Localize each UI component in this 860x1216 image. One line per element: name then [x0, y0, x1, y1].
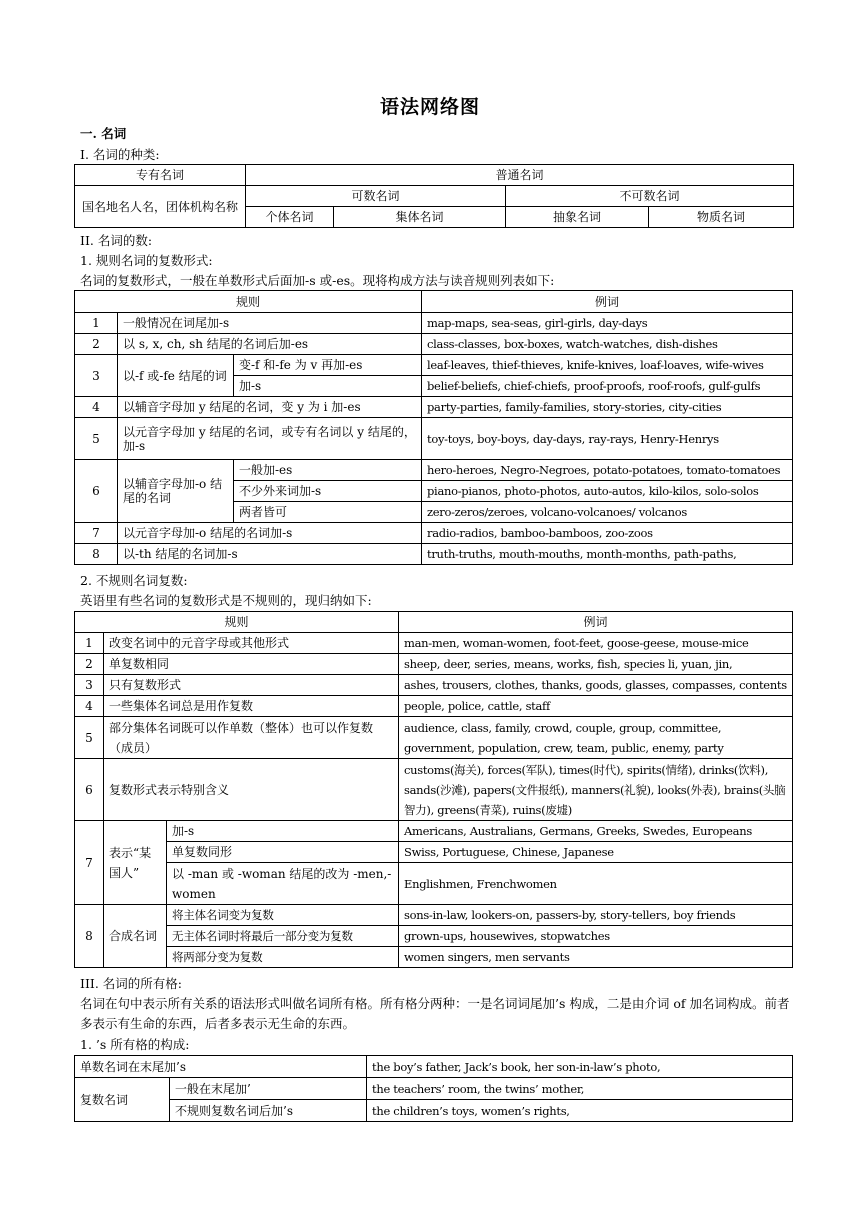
rule-cell: 以辅音字母加 y 结尾的名词，变 y 为 i 加-es	[118, 397, 422, 418]
row-number: 1	[75, 633, 104, 654]
regular-plural-intro: 名词的复数形式，一般在单数形式后面加-s 或-es。现将构成方法与读音规则列表如下:	[80, 273, 555, 288]
example-cell: Americans, Australians, Germans, Greeks, Swedes, Europeans	[399, 821, 793, 842]
example-cell: truth-truths, mouth-mouths, month-months, path-paths,	[422, 544, 793, 565]
section-heading-nouns: 一. 名词	[80, 126, 127, 141]
row-number: 8	[75, 544, 118, 565]
subrule-cell: 无主体名词时将最后一部分变为复数	[167, 926, 399, 947]
subrule-cell: 变-f 和-fe 为 v 再加-es	[234, 355, 422, 376]
rule-cell: 以-th 结尾的名词加-s	[118, 544, 422, 565]
rule-cell: 合成名词	[104, 905, 167, 968]
example-cell: toy-toys, boy-boys, day-days, ray-rays, Henry-Henrys	[422, 418, 793, 460]
example-cell: sheep, deer, series, means, works, fish, species li, yuan, jin,	[399, 654, 793, 675]
part-heading-kinds: I. 名词的种类:	[80, 147, 160, 162]
rule-cell: 以 s, x, ch, sh 结尾的名词后加-es	[118, 334, 422, 355]
subrule-cell: 一般在末尾加’	[170, 1078, 367, 1100]
row-number: 8	[75, 905, 104, 968]
subrule-cell: 两者皆可	[234, 502, 422, 523]
rule-cell: 只有复数形式	[104, 675, 399, 696]
rule-cell: 以辅音字母加-o 结尾的名词	[118, 460, 234, 523]
subrule-cell: 以 -man 或 -woman 结尾的改为 -men,-women	[167, 863, 399, 905]
possessive-intro: 名词在句中表示所有关系的语法形式叫做名词所有格。所有格分两种：一是名词词尾加’s 构成，二是由介词 of 加名词构成。前者多表示有生命的东西，后者多表示无生命的东西。	[80, 996, 790, 1031]
row-number: 4	[75, 696, 104, 717]
row-number: 4	[75, 397, 118, 418]
proper-noun-header: 专有名词	[75, 165, 246, 186]
irregular-plural-heading: 2. 不规则名词复数:	[80, 573, 188, 588]
example-cell: people, police, cattle, staff	[399, 696, 793, 717]
example-cell: hero-heroes, Negro-Negroes, potato-potatoes, tomato-tomatoes	[422, 460, 793, 481]
common-noun-header: 普通名词	[246, 165, 794, 186]
example-cell: class-classes, box-boxes, watch-watches, dish-dishes	[422, 334, 793, 355]
regular-plural-table	[74, 290, 793, 565]
row-number: 1	[75, 313, 118, 334]
individual-noun: 个体名词	[246, 207, 334, 228]
rule-cell: 一些集体名词总是用作复数	[104, 696, 399, 717]
subrule-cell: 加-s	[167, 821, 399, 842]
rule-cell: 一般情况在词尾加-s	[118, 313, 422, 334]
countable-header: 可数名词	[246, 186, 506, 207]
example-cell: women singers, men servants	[399, 947, 793, 968]
uncountable-header: 不可数名词	[506, 186, 794, 207]
example-cell: belief-beliefs, chief-chiefs, proof-proofs, roof-roofs, gulf-gulfs	[422, 376, 793, 397]
row-number: 3	[75, 675, 104, 696]
possessive-heading: 1. ’s 所有格的构成:	[80, 1037, 190, 1052]
rule-cell: 部分集体名词既可以作单数（整体）也可以作复数（成员）	[104, 717, 399, 759]
row-number: 7	[75, 821, 104, 905]
subrule-cell: 一般加-es	[234, 460, 422, 481]
possessive-table	[74, 1055, 793, 1122]
rule-cell: 复数形式表示特别含义	[104, 759, 399, 821]
rule-cell: 以-f 或-fe 结尾的词	[118, 355, 234, 397]
subrule-cell: 不少外来词加-s	[234, 481, 422, 502]
subrule-cell: 将主体名词变为复数	[167, 905, 399, 926]
rule-cell: 以元音字母加-o 结尾的名词加-s	[118, 523, 422, 544]
rule-cell: 复数名词	[75, 1078, 170, 1122]
example-cell: zero-zeros/zeroes, volcano-volcanoes/ volcanos	[422, 502, 793, 523]
rule-cell: 以元音字母加 y 结尾的名词，或专有名词以 y 结尾的，加-s	[118, 418, 422, 460]
row-number: 2	[75, 334, 118, 355]
row-number: 7	[75, 523, 118, 544]
row-number: 5	[75, 717, 104, 759]
proper-noun-desc: 国名地名人名，团体机构名称	[75, 186, 246, 228]
example-cell: customs(海关), forces(军队), times(时代), spirits(情绪), drinks(饮料), sands(沙滩), papers(文件报纸), manners(礼貌), looks(外表), brains(头脑智力), greens(青菜), ruins(废墟)	[399, 759, 793, 821]
example-cell: Swiss, Portuguese, Chinese, Japanese	[399, 842, 793, 863]
example-cell: the boy’s father, Jack’s book, her son-in-law’s photo,	[367, 1056, 793, 1078]
rule-cell: 单复数相同	[104, 654, 399, 675]
part-heading-possessive: III. 名词的所有格:	[80, 976, 182, 991]
example-cell: piano-pianos, photo-photos, auto-autos, kilo-kilos, solo-solos	[422, 481, 793, 502]
subrule-cell: 单复数同形	[167, 842, 399, 863]
example-header: 例词	[399, 612, 793, 633]
rule-cell: 单数名词在末尾加’s	[75, 1056, 367, 1078]
example-cell: party-parties, family-families, story-stories, city-cities	[422, 397, 793, 418]
irregular-plural-table	[74, 611, 793, 968]
rule-cell: 表示“某国人”	[104, 821, 167, 905]
material-noun: 物质名词	[649, 207, 794, 228]
subrule-cell: 加-s	[234, 376, 422, 397]
example-header: 例词	[422, 291, 793, 313]
example-cell: map-maps, sea-seas, girl-girls, day-days	[422, 313, 793, 334]
row-number: 5	[75, 418, 118, 460]
example-cell: sons-in-law, lookers-on, passers-by, story-tellers, boy friends	[399, 905, 793, 926]
example-cell: man-men, woman-women, foot-feet, goose-geese, mouse-mice	[399, 633, 793, 654]
example-cell: Englishmen, Frenchwomen	[399, 863, 793, 905]
page-title: 语法网络图	[379, 96, 480, 118]
rule-header: 规则	[75, 612, 399, 633]
row-number: 6	[75, 460, 118, 523]
part-heading-number: II. 名词的数:	[80, 233, 153, 248]
row-number: 3	[75, 355, 118, 397]
example-cell: leaf-leaves, thief-thieves, knife-knives, loaf-loaves, wife-wives	[422, 355, 793, 376]
example-cell: radio-radios, bamboo-bamboos, zoo-zoos	[422, 523, 793, 544]
example-cell: audience, class, family, crowd, couple, group, committee, government, population, crew, team, public, enemy, party	[399, 717, 793, 759]
example-cell: the children’s toys, women’s rights,	[367, 1100, 793, 1122]
regular-plural-heading: 1. 规则名词的复数形式:	[80, 253, 213, 268]
example-cell: ashes, trousers, clothes, thanks, goods, glasses, compasses, contents	[399, 675, 793, 696]
rule-cell: 改变名词中的元音字母或其他形式	[104, 633, 399, 654]
abstract-noun: 抽象名词	[506, 207, 649, 228]
row-number: 2	[75, 654, 104, 675]
subrule-cell: 将两部分变为复数	[167, 947, 399, 968]
example-cell: the teachers’ room, the twins’ mother,	[367, 1078, 793, 1100]
row-number: 6	[75, 759, 104, 821]
collective-noun: 集体名词	[334, 207, 506, 228]
subrule-cell: 不规则复数名词后加’s	[170, 1100, 367, 1122]
irregular-plural-intro: 英语里有些名词的复数形式是不规则的，现归纳如下:	[80, 593, 372, 608]
rule-header: 规则	[75, 291, 422, 313]
noun-kinds-table	[74, 164, 794, 228]
example-cell: grown-ups, housewives, stopwatches	[399, 926, 793, 947]
